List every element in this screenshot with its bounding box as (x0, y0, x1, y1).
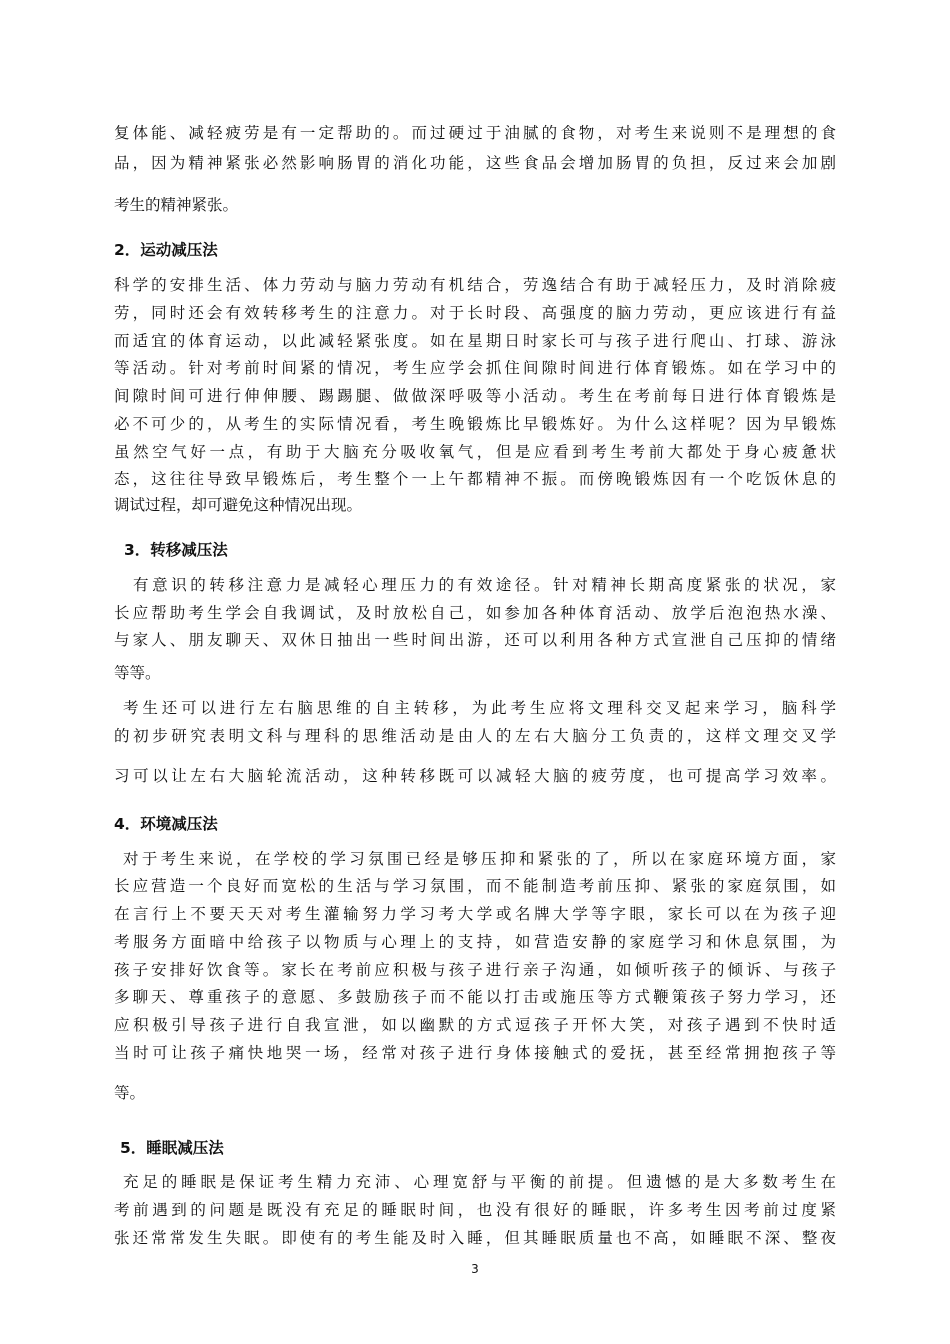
section-2-line-8: 态，这往往导致早锻炼后，考生整个一上午都精神不振。而傍晚锻炼因有一个吃饭休息的 (114, 470, 836, 488)
section-3-p2-line-2: 的初步研究表明文科与理科的思维活动是由人的左右大脑分工负责的，这样文理交叉学 (114, 727, 836, 745)
intro-line-2: 品，因为精神紧张必然影响肠胃的消化功能，这些食品会增加肠胃的负担，反过来会加剧 (114, 154, 836, 172)
intro-line-1: 复体能、减轻疲劳是有一定帮助的。而过硬过于油腻的食物，对考生来说则不是理想的食 (114, 124, 836, 142)
section-2-line-2: 劳，同时还会有效转移考生的注意力。对于长时段、高强度的脑力劳动，更应该进行有益 (114, 304, 836, 322)
section-4-line-4: 考服务方面暗中给孩子以物质与心理上的支持，如营造安静的家庭学习和休息氛围，为 (114, 933, 836, 951)
section-2-line-5: 间隙时间可进行伸伸腰、踢踢腿、做做深呼吸等小活动。考生在考前每日进行体育锻炼是 (114, 387, 836, 405)
section-2-line-3: 而适宜的体育运动，以此减轻紧张度。如在星期日时家长可与孩子进行爬山、打球、游泳 (114, 332, 836, 350)
section-5-line-2: 考前遇到的问题是既没有充足的睡眠时间，也没有很好的睡眠，许多考生因考前过度紧 (114, 1201, 836, 1219)
section-4-line-5: 孩子安排好饮食等。家长在考前应积极与孩子进行亲子沟通，如倾听孩子的倾诉、与孩子 (114, 961, 836, 979)
section-2-line-4: 等活动。针对考前时间紧的情况，考生应学会抓住间隙时间进行体育锻炼。如在学习中的 (114, 359, 836, 377)
section-2-line-1: 科学的安排生活、体力劳动与脑力劳动有机结合，劳逸结合有助于减轻压力，及时消除疲 (114, 276, 836, 294)
section-3-p1-line-2: 长应帮助考生学会自我调试，及时放松自己，如参加各种体育活动、放学后泡泡热水澡、 (114, 604, 836, 622)
section-2-line-7: 虽然空气好一点，有助于大脑充分吸收氧气，但是应看到考生考前大都处于身心疲惫状 (114, 443, 836, 461)
section-4-line-3: 在言行上不要天天对考生灌输努力学习考大学或名牌大学等字眼，家长可以在为孩子迎 (114, 905, 836, 923)
section-3-p2-line-1: 考生还可以进行左右脑思维的自主转移，为此考生应将文理科交叉起来学习，脑科学 (123, 699, 836, 717)
section-2-line-6: 必不可少的，从考生的实际情况看，考生晚锻炼比早锻炼好。为什么这样呢？因为早锻炼 (114, 415, 836, 433)
section-3-p1-line-4: 等等。 (114, 664, 161, 682)
section-4-line-6: 多聊天、尊重孩子的意愿、多鼓励孩子而不能以打击或施压等方式鞭策孩子努力学习，还 (114, 988, 836, 1006)
section-3-heading: 3．转移减压法 (124, 541, 228, 559)
section-3-p1-line-1: 有意识的转移注意力是减轻心理压力的有效途径。针对精神长期高度紧张的状况，家 (133, 576, 836, 594)
section-4-heading: 4．环境减压法 (114, 815, 218, 833)
section-3-p2-line-3: 习可以让左右大脑轮流活动，这种转移既可以减轻大脑的疲劳度，也可提高学习效率。 (114, 767, 836, 785)
section-4-line-9: 等。 (114, 1084, 146, 1102)
section-2-heading: 2．运动减压法 (114, 241, 218, 259)
page-number: 3 (471, 1262, 479, 1276)
section-4-line-1: 对于考生来说，在学校的学习氛围已经是够压抑和紧张的了，所以在家庭环境方面，家 (123, 850, 836, 868)
intro-line-3: 考生的精神紧张。 (114, 196, 239, 214)
section-3-p1-line-3: 与家人、朋友聊天、双休日抽出一些时间出游，还可以利用各种方式宣泄自己压抑的情绪 (114, 631, 836, 649)
section-4-line-7: 应积极引导孩子进行自我宣泄，如以幽默的方式逗孩子开怀大笑，对孩子遇到不快时适 (114, 1016, 836, 1034)
section-5-line-3: 张还常常发生失眠。即使有的考生能及时入睡，但其睡眠质量也不高，如睡眠不深、整夜 (114, 1229, 836, 1247)
section-4-line-2: 长应营造一个良好而宽松的生活与学习氛围，而不能制造考前压抑、紧张的家庭氛围，如 (114, 877, 836, 895)
section-5-line-1: 充足的睡眠是保证考生精力充沛、心理宽舒与平衡的前提。但遗憾的是大多数考生在 (123, 1173, 836, 1191)
section-4-line-8: 当时可让孩子痛快地哭一场，经常对孩子进行身体接触式的爱抚，甚至经常拥抱孩子等 (114, 1044, 836, 1062)
section-2-line-9: 调试过程，却可避免这种情况出现。 (114, 496, 363, 514)
section-5-heading: 5．睡眠减压法 (120, 1139, 224, 1157)
